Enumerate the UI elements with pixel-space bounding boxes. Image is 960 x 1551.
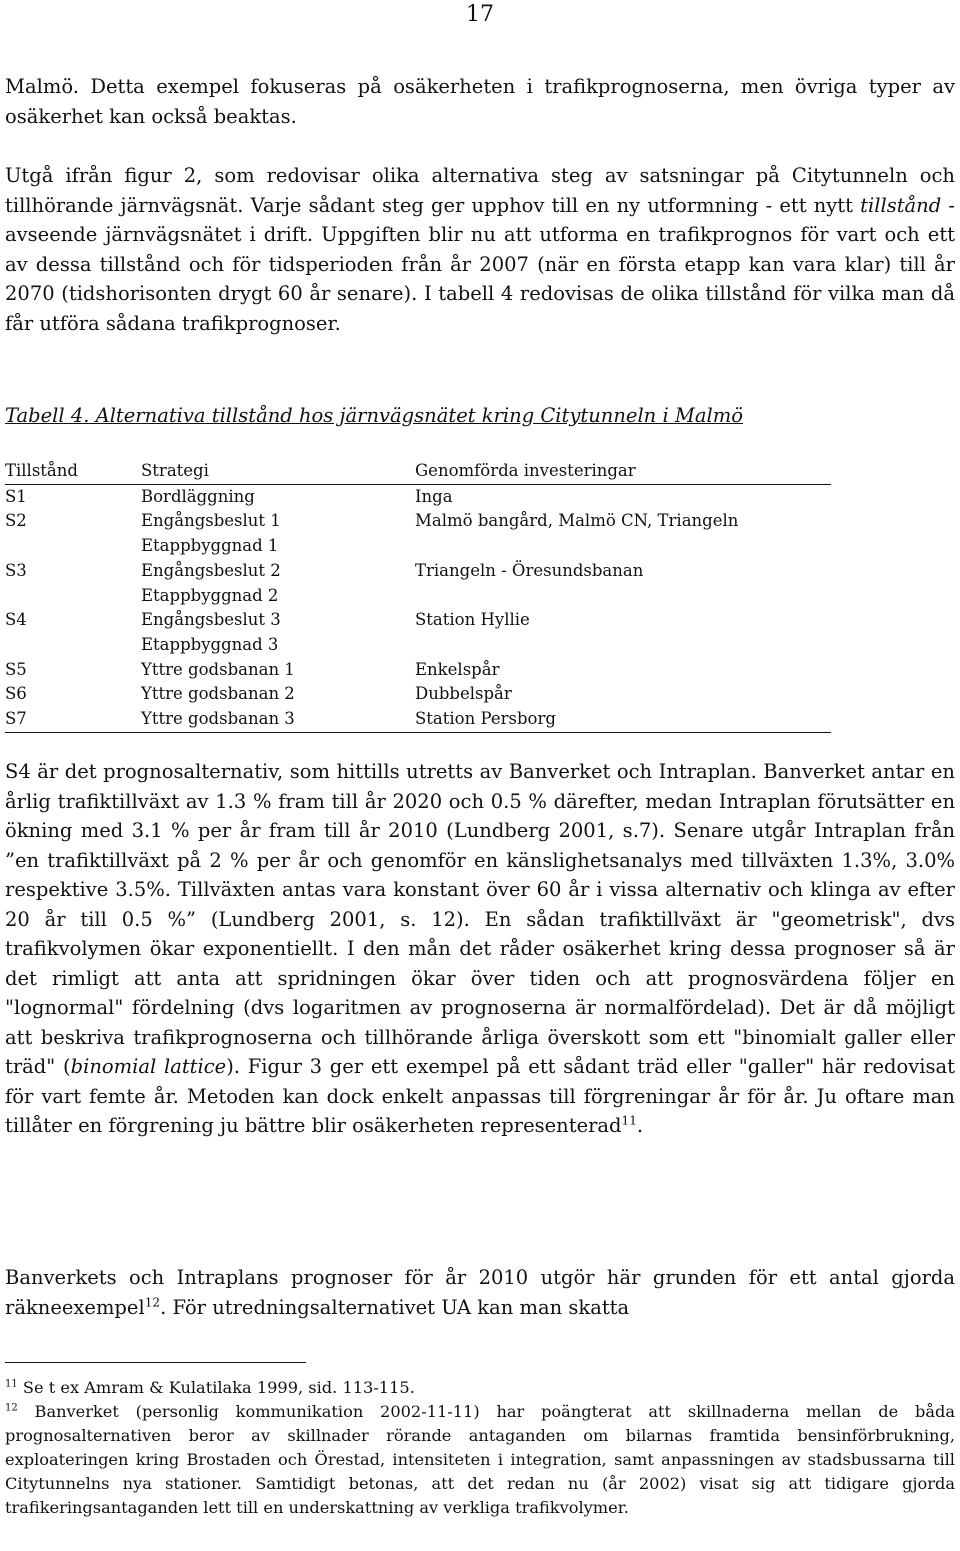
- paragraph-forecasts: [5, 757, 955, 1141]
- footnote-number: 12: [5, 1402, 18, 1414]
- cell-strategy: Engångsbeslut 1: [141, 511, 281, 531]
- cell-state: S7: [5, 707, 141, 732]
- header-investeringar: Genomförda investeringar: [415, 459, 831, 484]
- header-strategi: Strategi: [141, 459, 415, 484]
- footnote-text: Banverket (personlig kommunikation 2002-11-11) har poängterat att skillnaderna mellan de båda prognosalternativen beror av skillnader rörande antaganden om bilarnas framtida bensinförbrukning, exploateringen kring Brostaden och Örestad, intensiteten i integration, samt anpassningen av stadsbussarna till Citytunnelns nya stationer. Samtidigt betonas, att det redan nu (år 2002) visat sig att tidigare gjorda trafikeringsantaganden lett till en underskattning av verkliga trafikvolymer.: [5, 1402, 955, 1517]
- cell-strategy: Etappbyggnad 1: [141, 536, 279, 556]
- paragraph-states: [5, 161, 955, 338]
- cell-state: S4: [5, 610, 27, 630]
- cell-investment: Station Persborg: [415, 707, 831, 732]
- cell-investment: [415, 584, 831, 609]
- cell-investment: Malmö bangård, Malmö CN, Triangeln: [415, 511, 739, 531]
- cell-strategy: Yttre godsbanan 3: [141, 707, 415, 732]
- states-table: [5, 459, 831, 733]
- paragraph-intro: Malmö. Detta exempel fokuseras på osäkerheten i trafikprognoserna, men övriga typer av osäkerhet kan också beaktas.: [5, 75, 955, 128]
- paragraph-states-text-2: - avseende järnvägsnätet i drift. Uppgiften blir nu att utforma en trafikprognos för vart och ett av dessa tillstånd och för tidsperioden från år 2007 (när en första etapp kan vara klar) till år 2070 (tidshorisonten drygt 60 år senare). I tabell 4 redovisas de olika tillstånd för vilka man då får utföra sådana trafikprognoser.: [5, 193, 955, 335]
- cell-strategy: Yttre godsbanan 2: [141, 684, 295, 704]
- footnote-12: [5, 1400, 955, 1520]
- footnote-reference-11: 11: [621, 1113, 637, 1128]
- table-caption: Tabell 4. Alternativa tillstånd hos järnvägsnätet kring Citytunneln i Malmö: [5, 404, 743, 427]
- header-tillstand: Tillstånd: [5, 459, 141, 484]
- cell-state: S6: [5, 684, 27, 704]
- footnote-number: 11: [5, 1378, 18, 1390]
- footnote-11: [5, 1376, 955, 1400]
- table-row: [5, 584, 831, 609]
- table-row: [5, 707, 831, 732]
- page-number: 17: [466, 2, 494, 27]
- footnote-reference-12: 12: [144, 1295, 161, 1309]
- paragraph-forecasts-text-1: S4 är det prognosalternativ, som hittills utretts av Banverket och Intraplan. Banverket antar en årlig trafiktillväxt av 1.3 % fram till år 2020 och 0.5 % därefter, medan Intraplan förutsätter en ökning med 3.1 % per år fram till år 2010 (Lundberg 2001, s.7). Senare utgår Intraplan från ”en trafiktillväxt på 2 % per år och genomför en känslighetsanalys med tillväxten 1.3%, 3.0% respektive 3.5%. Tillväxten antas vara konstant över 60 år i vissa alternativ och klinga av efter 20 år till 0.5 %” (Lundberg 2001, s. 12). En sådan trafiktillväxt är "geometrisk", dvs trafikvolymen ökar exponentiellt. I den mån det råder osäkerhet kring dessa prognoser så är det rimligt att anta att spridningen ökar över tiden och att prognosvärdena följer en "lognormal" fördelning (dvs logaritmen av prognoserna är normalfördelad). Det är då möjligt att beskriva trafikprognoserna och tillhörande årliga överskott som ett "binomialt galler eller träd" (: [5, 760, 955, 1078]
- cell-investment: Triangeln - Öresundsbanan: [415, 560, 644, 580]
- emphasis-tillstand: tillstånd: [860, 193, 942, 217]
- table-row: [5, 484, 831, 509]
- cell-strategy: Yttre godsbanan 1: [141, 659, 295, 679]
- cell-strategy: Engångsbeslut 3: [141, 610, 281, 630]
- cell-investment: Enkelspår: [415, 659, 500, 679]
- footnote-separator: [5, 1362, 306, 1363]
- paragraph-states-text-1: Utgå ifrån figur 2, som redovisar olika alternativa steg av satsningar på Citytunneln och tillhörande järnvägsnät. Varje sådant steg ger upphov till en ny utformning - ett nytt: [5, 164, 955, 217]
- table-row: [5, 608, 831, 633]
- cell-state: S2: [5, 511, 27, 531]
- cell-state: [5, 584, 141, 609]
- cell-investment: [415, 534, 831, 559]
- footnotes: [5, 1376, 955, 1520]
- cell-investment: Dubbelspår: [415, 684, 512, 704]
- table-row: [5, 682, 831, 707]
- table-row: [5, 658, 831, 683]
- paragraph-examples: [5, 1263, 955, 1322]
- cell-strategy: Etappbyggnad 3: [141, 634, 279, 654]
- paragraph-examples-text-2: . För utredningsalternativet UA kan man skatta: [160, 1295, 630, 1319]
- cell-investment: Inga: [415, 486, 453, 506]
- cell-state: S3: [5, 560, 27, 580]
- paragraph-examples-text-1: Banverkets och Intraplans prognoser för år 2010 utgör här grunden för ett antal gjorda räkneexempel: [5, 1266, 955, 1319]
- cell-investment: [415, 633, 831, 658]
- table-row: [5, 559, 831, 584]
- footnote-text: Se t ex Amram & Kulatilaka 1999, sid. 113-115.: [17, 1378, 415, 1397]
- emphasis-binomial-lattice: binomial lattice: [70, 1055, 227, 1078]
- cell-investment: Station Hyllie: [415, 610, 530, 630]
- table-row: [5, 633, 831, 658]
- table-row: [5, 534, 831, 559]
- table-row: [5, 509, 831, 534]
- cell-state: S1: [5, 486, 27, 506]
- table-header-row: [5, 459, 831, 484]
- paragraph-forecasts-text-2: ). Figur 3 ger ett exempel på ett sådant träd eller "galler" här redovisat för vart femte år. Metoden kan dock enkelt anpassas till förgreningar år för år. Ju oftare man tillåter en förgrening ju bättre blir osäkerheten representerad: [5, 1055, 955, 1137]
- paragraph-forecasts-text-3: .: [636, 1114, 644, 1137]
- cell-state: [5, 633, 141, 658]
- cell-state: [5, 534, 141, 559]
- cell-strategy: Etappbyggnad 2: [141, 585, 279, 605]
- cell-state: S5: [5, 659, 27, 679]
- cell-strategy: Bordläggning: [141, 486, 255, 506]
- cell-strategy: Engångsbeslut 2: [141, 560, 281, 580]
